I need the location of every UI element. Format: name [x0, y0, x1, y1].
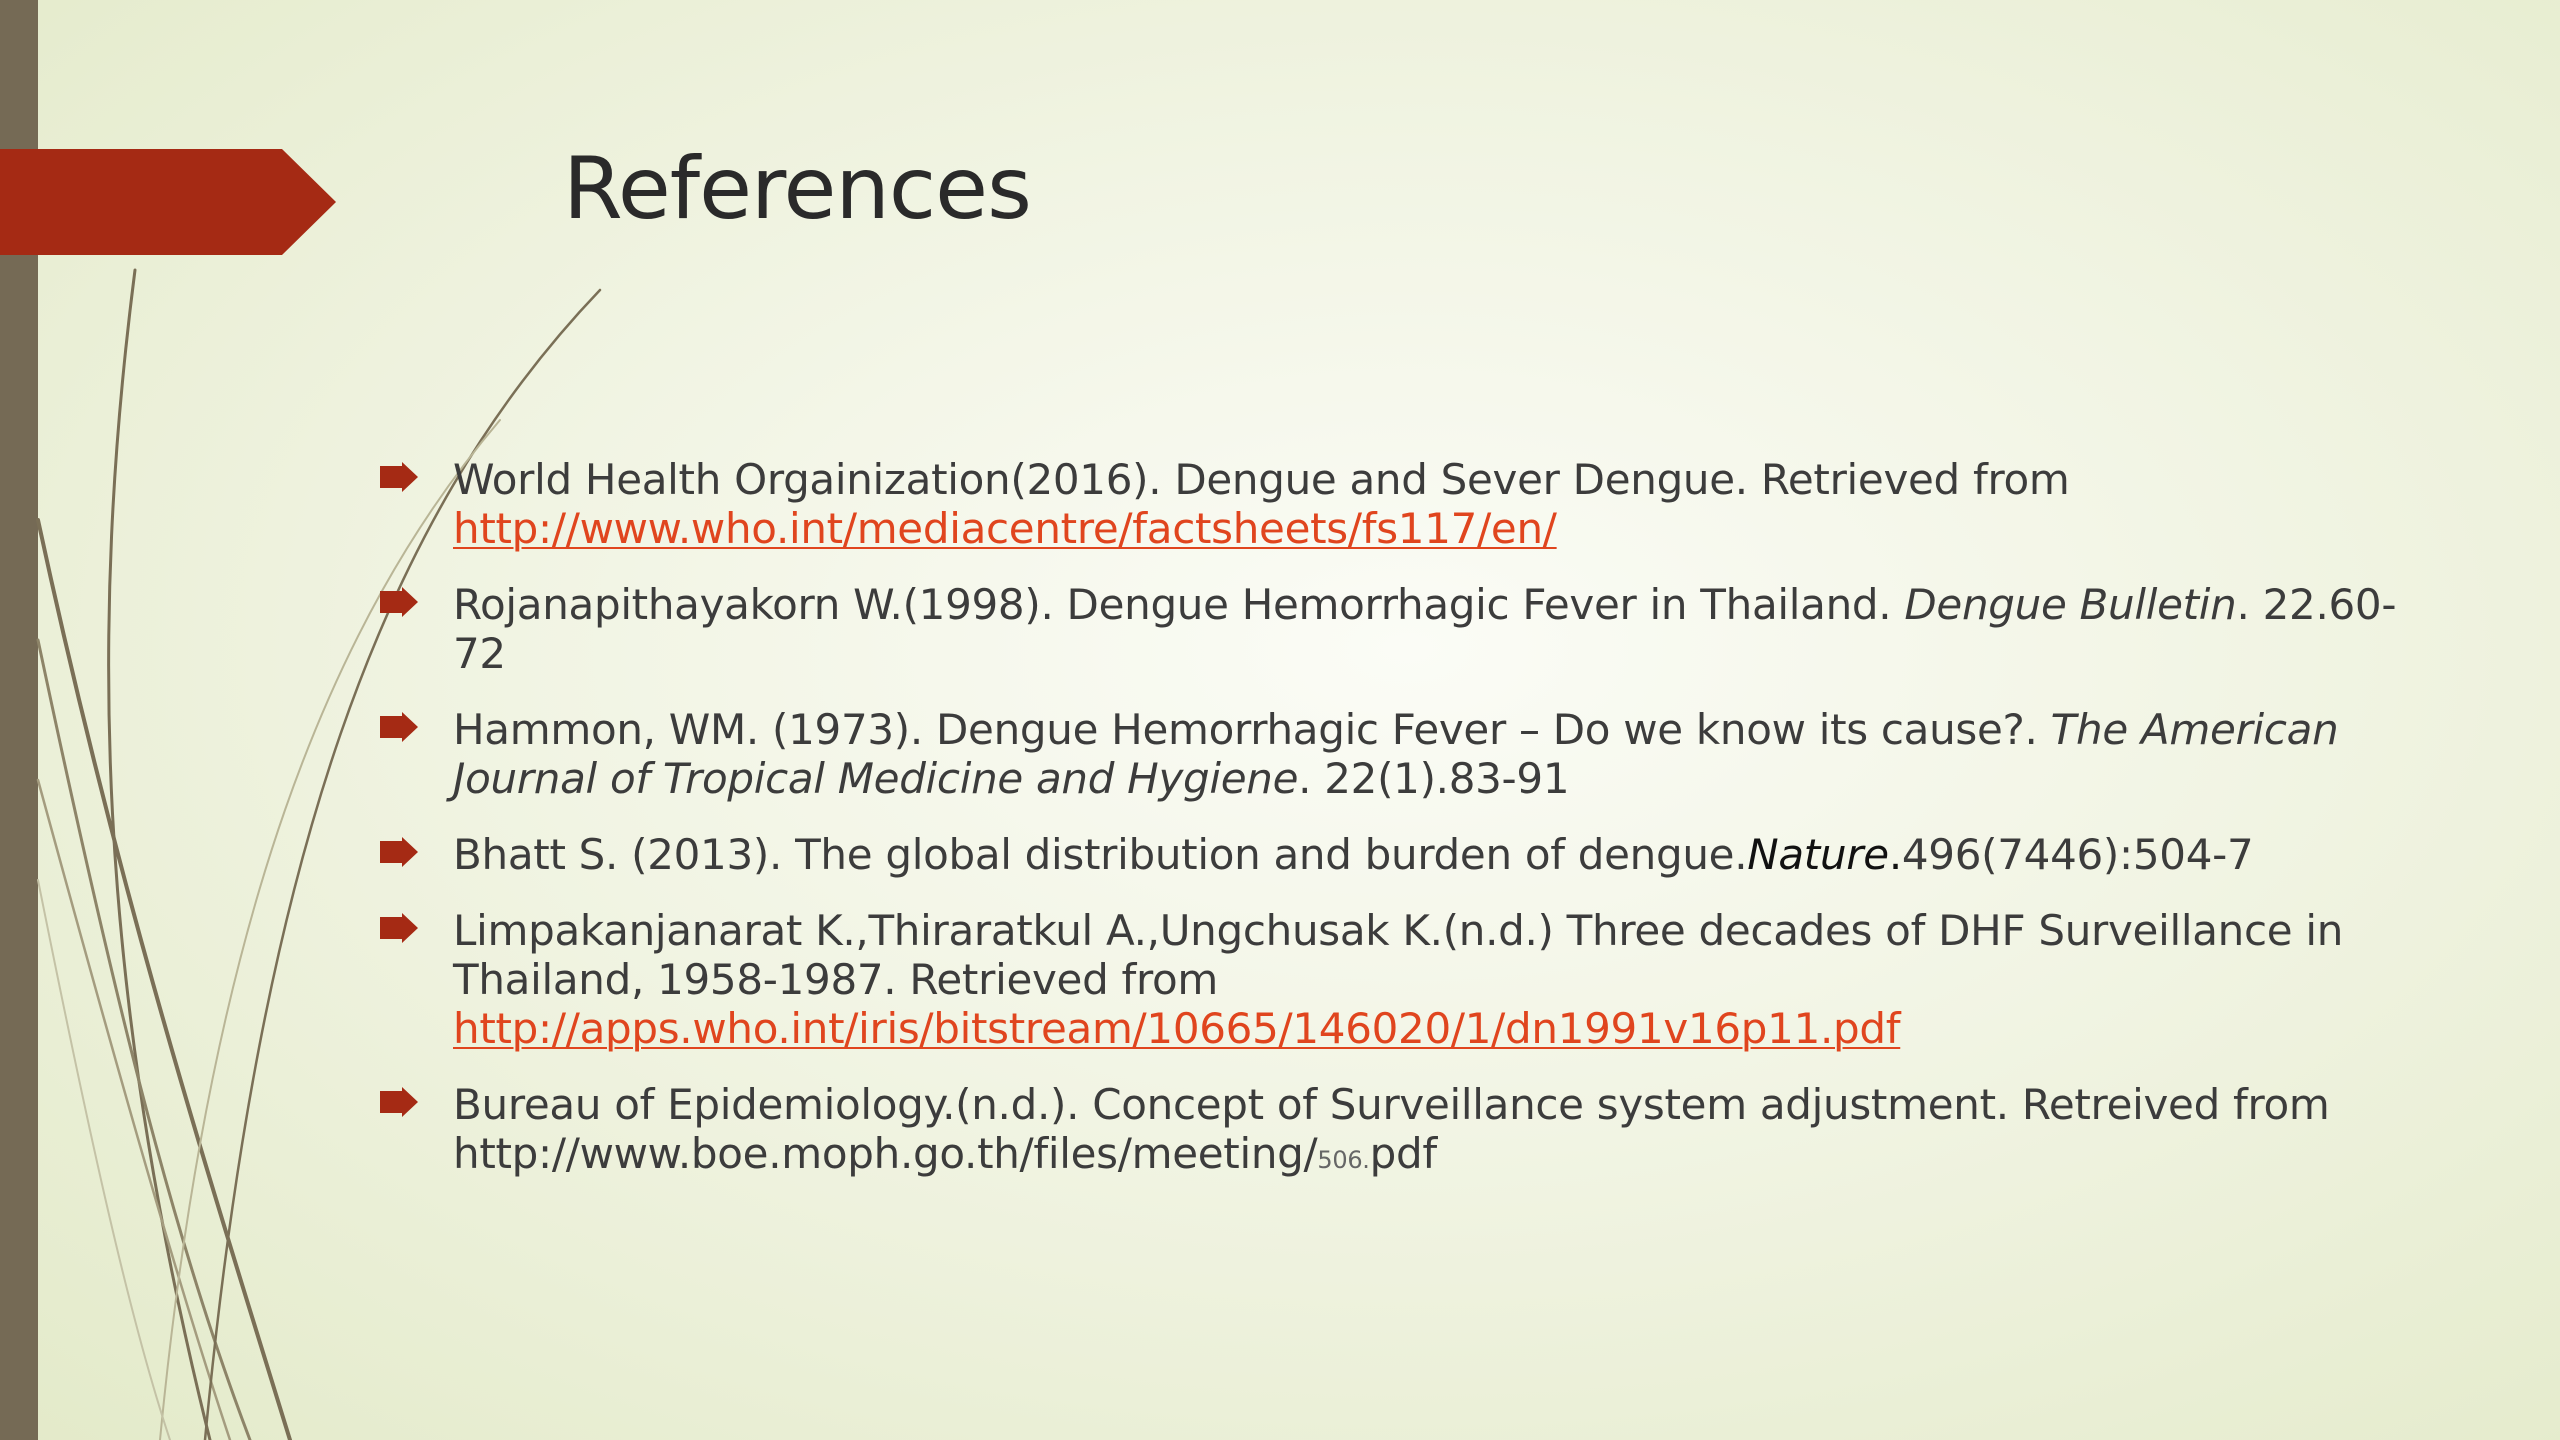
arrow-bullet-icon — [380, 462, 418, 492]
reference-item — [380, 830, 2400, 879]
reference-tail: . 22.60-72 — [453, 580, 2397, 678]
reference-text: Limpakanjanarat K.,Thiraratkul A.,Ungchusak K.(n.d.) Three decades of DHF Surveillance in Thailand, 1958-1987. Retrieved from — [453, 906, 2344, 1004]
reference-tail: pdf — [1369, 1129, 1437, 1178]
reference-tail: 496(7446):504-7 — [1901, 830, 2254, 879]
reference-item — [380, 1080, 2400, 1185]
arrow-bullet-icon — [380, 837, 418, 867]
slide-title: References — [563, 139, 1031, 239]
title-arrow-shape — [0, 149, 336, 255]
reference-list — [380, 455, 2400, 1212]
reference-tail: . 22(1).83-91 — [1298, 754, 1570, 803]
reference-item — [380, 705, 2400, 803]
arrow-bullet-icon — [380, 913, 418, 943]
reference-text: Hammon, WM. (1973). Dengue Hemorrhagic Fever – Do we know its cause?. — [453, 705, 2051, 754]
reference-item — [380, 906, 2400, 1053]
reference-text: Bureau of Epidemiology.(n.d.). Concept of Surveillance system adjustment. Retreived from http://www.boe.moph.go.th/files/meeting/ — [453, 1080, 2330, 1178]
reference-item — [380, 580, 2400, 678]
arrow-bullet-icon — [380, 712, 418, 742]
reference-journal: Nature — [1747, 830, 1889, 879]
reference-journal-tail: . — [1888, 830, 1902, 879]
reference-journal: Dengue Bulletin — [1904, 580, 2237, 629]
reference-link[interactable]: http://www.who.int/mediacentre/factsheets/fs117/en/ — [453, 504, 1557, 553]
reference-text: Rojanapithayakorn W.(1998). Dengue Hemorrhagic Fever in Thailand. — [453, 580, 1905, 629]
reference-text: World Health Orgainization(2016). Dengue and Sever Dengue. Retrieved from — [453, 455, 2070, 504]
reference-journal: The American Journal of Tropical Medicine and Hygiene — [453, 705, 2339, 803]
reference-text: Bhatt S. (2013). The global distribution and burden of dengue. — [453, 830, 1748, 879]
reference-item — [380, 455, 2400, 553]
arrow-bullet-icon — [380, 587, 418, 617]
reference-link[interactable]: http://apps.who.int/iris/bitstream/10665/146020/1/dn1991v16p11.pdf — [453, 1004, 1901, 1053]
reference-small-text: 506. — [1317, 1146, 1370, 1174]
arrow-bullet-icon — [380, 1087, 418, 1117]
